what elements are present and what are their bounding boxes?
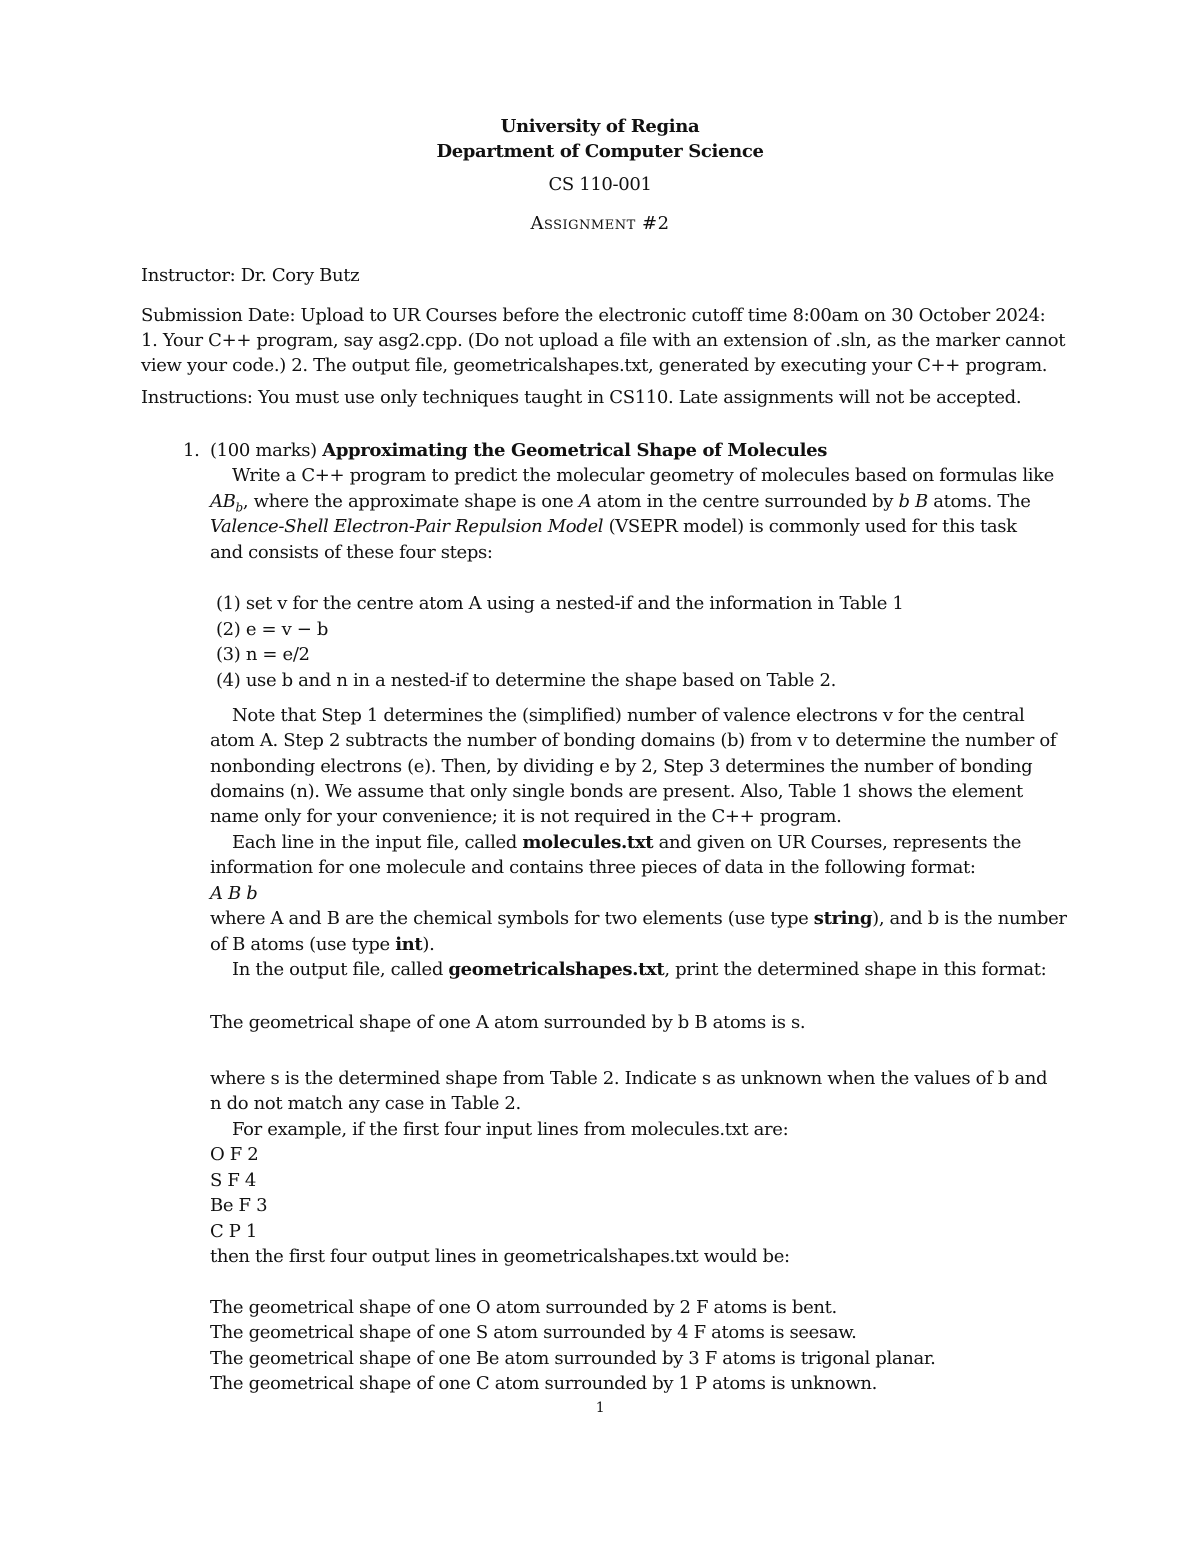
example-input-1: O F 2	[210, 1144, 259, 1165]
intro-line-3	[210, 516, 1017, 537]
submission-line-2: 1. Your C++ program, say asg2.cpp. (Do not upload a file with an extension of .sln, as the marker cannot	[141, 330, 1066, 351]
intro-line-4: and consists of these four steps:	[210, 542, 493, 563]
assignment-title: Assignment #2	[530, 213, 670, 234]
step-3: (3) n = e/2	[216, 644, 310, 665]
instructions-line: Instructions: You must use only techniques taught in CS110. Late assignments will not be accepted.	[141, 387, 1022, 408]
question-title: Approximating the Geometrical Shape of Molecules	[322, 440, 827, 461]
step-1: (1) set v for the centre atom A using a nested-if and the information in Table 1	[216, 593, 904, 614]
input-line-1	[232, 832, 1021, 853]
unknown-line-1: where s is the determined shape from Table 2. Indicate s as unknown when the values of b and	[210, 1068, 1048, 1089]
output-line-1	[232, 959, 1046, 980]
output-template: The geometrical shape of one A atom surrounded by b B atoms is s.	[210, 1012, 806, 1033]
where2-text-c: ).	[422, 934, 435, 955]
where-line-1	[210, 908, 1067, 929]
output-text-a: In the output file, called	[232, 959, 444, 980]
vsepr-text: (VSEPR model) is commonly used for this task	[608, 516, 1017, 537]
intro-text-b: atom in the centre surrounded by	[596, 491, 894, 512]
type-string: string	[813, 908, 873, 929]
example-output-4: The geometrical shape of one C atom surrounded by 1 P atoms is unknown.	[210, 1373, 877, 1394]
submission-line-1: Submission Date: Upload to UR Courses before the electronic cutoff time 8:00am on 30 October 2024:	[141, 305, 1046, 326]
example-input-3: Be F 3	[210, 1195, 268, 1216]
intro-text-a: , where the approximate shape is one	[242, 491, 574, 512]
input-text-c: and given on UR Courses, represents the	[658, 832, 1022, 853]
department-title: Department of Computer Science	[436, 141, 764, 162]
note-line-4: domains (n). We assume that only single bonds are present. Also, Table 1 shows the element	[210, 781, 1023, 802]
example-output-2: The geometrical shape of one S atom surrounded by 4 F atoms is seesaw.	[210, 1322, 857, 1343]
where-line-2	[210, 934, 434, 955]
format-text: A B b	[210, 883, 258, 904]
where-text-c: ), and b is the number	[872, 908, 1067, 929]
example-input-2: S F 4	[210, 1170, 256, 1191]
note-line-3: nonbonding electrons (e). Then, by dividing e by 2, Step 3 determines the number of bonding	[210, 756, 1033, 777]
unknown-line-2: n do not match any case in Table 2.	[210, 1093, 521, 1114]
page-number: 1	[595, 1400, 605, 1416]
course-code: CS 110-001	[548, 174, 652, 195]
example-output-3: The geometrical shape of one Be atom surrounded by 3 F atoms is trigonal planar.	[210, 1348, 936, 1369]
submission-line-3: view your code.) 2. The output file, geometricalshapes.txt, generated by executing your C++ program.	[141, 355, 1048, 376]
intro-var-b: b B	[898, 491, 928, 512]
question-marks: (100 marks)	[210, 440, 317, 461]
output-text-c: , print the determined shape in this format:	[664, 959, 1047, 980]
where2-text-a: of B atoms (use type	[210, 934, 390, 955]
step-2: (2) e = v − b	[216, 619, 329, 640]
note-line-2: atom A. Step 2 subtracts the number of bonding domains (b) from v to determine the number of	[210, 730, 1057, 751]
vsepr-name: Valence-Shell Electron-Pair Repulsion Model	[210, 516, 604, 537]
input-filename: molecules.txt	[522, 832, 654, 853]
intro-line-1: Write a C++ program to predict the molecular geometry of molecules based on formulas like	[232, 465, 1054, 486]
formula-sub: b	[235, 500, 243, 515]
input-text-a: Each line in the input file, called	[232, 832, 517, 853]
note-line-1: Note that Step 1 determines the (simplified) number of valence electrons v for the central	[232, 705, 1025, 726]
step-4: (4) use b and n in a nested-if to determine the shape based on Table 2.	[216, 670, 836, 691]
format-line	[210, 883, 257, 904]
university-title: University of Regina	[500, 116, 700, 137]
where-text-a: where A and B are the chemical symbols for two elements (use type	[210, 908, 809, 929]
example-output-1: The geometrical shape of one O atom surrounded by 2 F atoms is bent.	[210, 1297, 837, 1318]
intro-var-a: A	[578, 491, 592, 512]
example-intro: For example, if the first four input lines from molecules.txt are:	[232, 1119, 789, 1140]
example-then: then the first four output lines in geometricalshapes.txt would be:	[210, 1246, 790, 1267]
output-filename: geometricalshapes.txt	[448, 959, 665, 980]
note-line-5: name only for your convenience; it is not required in the C++ program.	[210, 806, 842, 827]
question-number: 1.	[183, 440, 200, 461]
intro-line-2	[210, 491, 1031, 515]
question-heading	[210, 440, 827, 461]
intro-text-c: atoms. The	[933, 491, 1031, 512]
example-input-4: C P 1	[210, 1221, 258, 1242]
input-line-2: information for one molecule and contains three pieces of data in the following format:	[210, 857, 976, 878]
type-int: int	[395, 934, 423, 955]
formula-ab: AB	[210, 491, 236, 512]
instructor-line: Instructor: Dr. Cory Butz	[141, 265, 360, 286]
